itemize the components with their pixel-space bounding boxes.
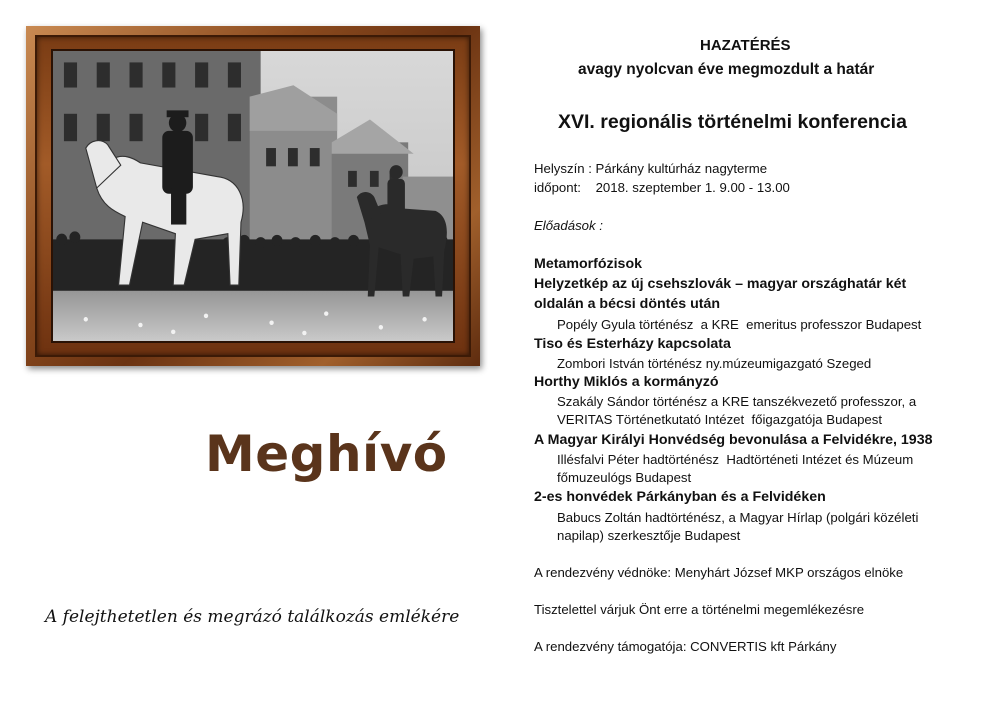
lecture-title: Helyzetkép az új csehszlovák – magyar országhatár két xyxy=(534,276,907,292)
lecture-speaker: Zombori István történész ny.múzeumigazgató Szeged xyxy=(557,356,872,371)
lecture-speaker: Babucs Zoltán hadtörténész, a Magyar Hírlap (polgári közéleti xyxy=(557,510,919,525)
lecture-title: Tiso és Esterházy kapcsolata xyxy=(534,336,731,352)
patron-line: A rendezvény védnöke: Menyhárt József MKP országos elnöke xyxy=(534,565,904,580)
lecture-speaker-continued: napilap) szerkesztője Budapest xyxy=(557,528,741,543)
photo-illustration xyxy=(53,51,453,341)
welcome-line: Tisztelettel várjuk Önt erre a történelmi megemlékezésre xyxy=(534,602,865,617)
location-line: Helyszín : Párkány kultúrház nagyterme xyxy=(534,161,768,176)
historical-photo xyxy=(51,49,455,343)
lecture-speaker-continued: főmuzeulógs Budapest xyxy=(557,470,692,485)
lecture-title: Metamorfózisok xyxy=(534,256,642,272)
sponsor-line: A rendezvény támogatója: CONVERTIS kft Párkány xyxy=(534,639,837,654)
picture-frame-inner xyxy=(35,35,471,357)
lecture-title: Horthy Miklós a kormányzó xyxy=(534,374,719,390)
time-line: időpont: 2018. szeptember 1. 9.00 - 13.00 xyxy=(534,180,790,195)
event-subtitle: avagy nyolcvan éve megmozdult a határ xyxy=(578,61,875,78)
lecture-speaker-continued: VERITAS Történetkutató Intézet főigazgatója Budapest xyxy=(557,412,882,427)
lecture-speaker: Illésfalvi Péter hadtörténész Hadtörténeti Intézet és Múzeum xyxy=(557,452,914,467)
lecture-title: 2-es honvédek Párkányban és a Felvidéken xyxy=(534,489,826,505)
event-title: HAZATÉRÉS xyxy=(700,37,791,54)
lecture-speaker: Popély Gyula történész a KRE emeritus professzor Budapest xyxy=(557,317,922,332)
invitation-title: Meghívó xyxy=(205,425,448,483)
conference-title: XVI. regionális történelmi konferencia xyxy=(558,111,907,133)
lecture-title: A Magyar Királyi Honvédség bevonulása a Felvidékre, 1938 xyxy=(534,432,933,448)
lecture-title-continued: oldalán a bécsi döntés után xyxy=(534,296,721,312)
commemoration-tagline: A felejthetetlen és megrázó találkozás emlékére xyxy=(45,607,460,627)
lectures-heading: Előadások : xyxy=(534,218,603,233)
lecture-speaker: Szakály Sándor történész a KRE tanszékvezető professzor, a xyxy=(557,394,917,409)
picture-frame xyxy=(26,26,480,366)
